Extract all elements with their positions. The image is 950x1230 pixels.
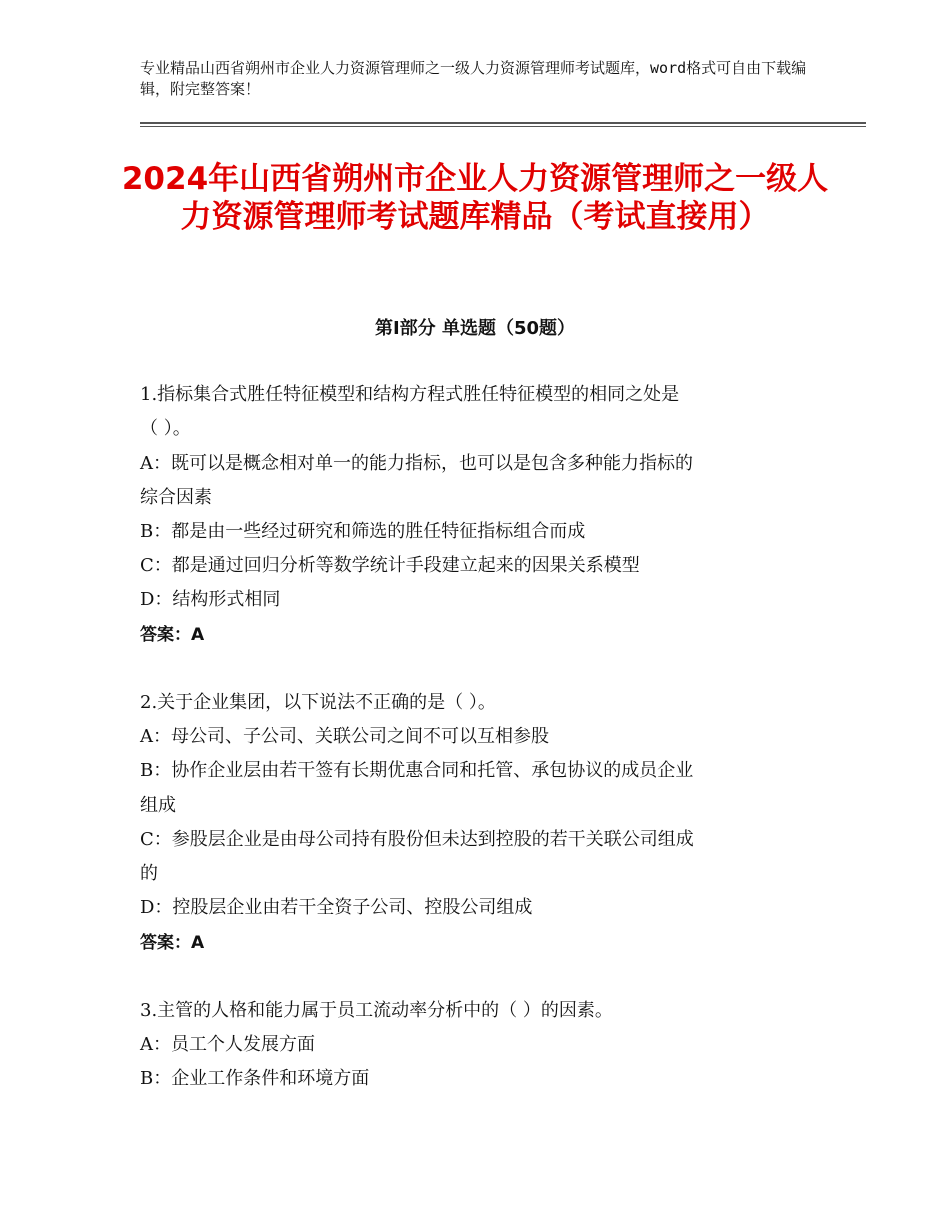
question-1-stem-line-1: 1.指标集合式胜任特征模型和结构方程式胜任特征模型的相同之处是 xyxy=(140,384,680,405)
question-3-option-a: A：员工个人发展方面 xyxy=(140,1034,315,1055)
question-2-option-b-line-2: 组成 xyxy=(140,795,176,816)
question-1-option-b: B：都是由一些经过研究和筛选的胜任特征指标组合而成 xyxy=(140,521,586,542)
question-2-answer: 答案：A xyxy=(140,933,205,953)
question-1-stem-line-2: （ ）。 xyxy=(140,418,191,439)
question-2-stem: 2.关于企业集团，以下说法不正确的是（ ）。 xyxy=(140,692,496,713)
section-heading: 第Ⅰ部分 单选题（50题） xyxy=(374,318,575,339)
question-1-answer: 答案：A xyxy=(140,625,205,645)
header-note: 专业精品山西省朔州市企业人力资源管理师之一级人力资源管理师考试题库，word格式可自由下载编辑，附完整答案！ xyxy=(140,59,807,98)
question-1-option-c: C：都是通过回归分析等数学统计手段建立起来的因果关系模型 xyxy=(140,555,640,576)
question-3-stem: 3.主管的人格和能力属于员工流动率分析中的（ ）的因素。 xyxy=(140,1000,613,1021)
question-1-option-a-line-2: 综合因素 xyxy=(140,487,212,508)
question-2-option-d: D：控股层企业由若干全资子公司、控股公司组成 xyxy=(140,897,533,918)
header-divider xyxy=(140,122,866,124)
question-1-option-a-line-1: A：既可以是概念相对单一的能力指标，也可以是包含多种能力指标的 xyxy=(140,453,693,474)
question-2-option-a: A：母公司、子公司、关联公司之间不可以互相参股 xyxy=(140,726,549,747)
question-3-option-b: B：企业工作条件和环境方面 xyxy=(140,1068,370,1089)
document-title: 2024年山西省朔州市企业人力资源管理师之一级人力资源管理师考试题库精品（考试直接用） xyxy=(121,161,829,235)
question-2-option-c-line-2: 的 xyxy=(140,863,158,884)
question-2-option-c-line-1: C：参股层企业是由母公司持有股份但未达到控股的若干关联公司组成 xyxy=(140,829,694,850)
question-2-option-b-line-1: B：协作企业层由若干签有长期优惠合同和托管、承包协议的成员企业 xyxy=(140,760,694,781)
header-divider-thin xyxy=(140,126,866,127)
question-1-option-d: D：结构形式相同 xyxy=(140,589,281,610)
